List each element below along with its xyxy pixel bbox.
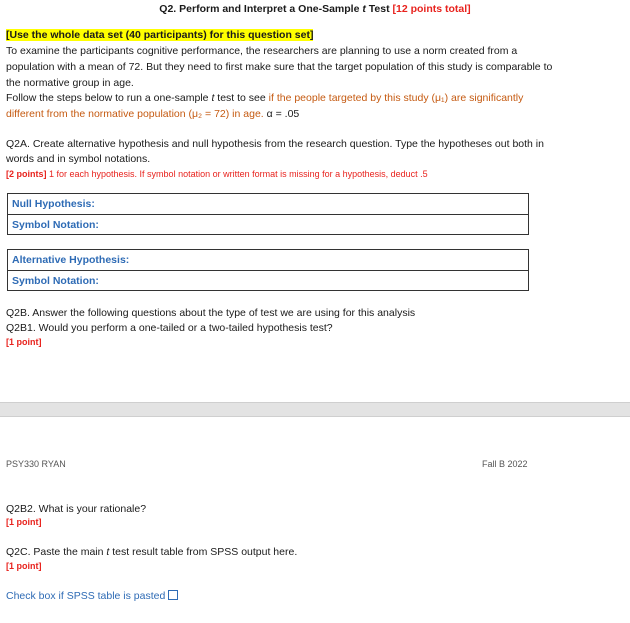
q2c-points: [1 point] — [6, 561, 42, 571]
q2b2-points: [1 point] — [6, 517, 42, 527]
intro-line-2: population with a mean of 72. But they need to first make sure that the target population of this study is comparable to — [6, 61, 553, 73]
alternative-symbol-notation-field[interactable]: Symbol Notation: — [8, 270, 528, 290]
spss-checkbox-label: Check box if SPSS table is pasted — [6, 590, 166, 602]
question-title: Q2. Perform and Interpret a One-Sample t Test [12 points total] — [159, 3, 471, 15]
page-gap — [0, 402, 630, 417]
spss-pasted-checkbox[interactable] — [168, 590, 178, 600]
q2c-question: Q2C. Paste the main t test result table from SPSS output here. — [6, 546, 298, 558]
spss-checkbox-row — [6, 590, 178, 602]
title-points: [12 points total] — [392, 3, 471, 15]
q2b2-question: Q2B2. What is your rationale? — [6, 503, 147, 515]
intro-line-5: different from the normative population (μ₂ = 72) in age. α = .05 — [6, 108, 300, 120]
instructions-highlight: [Use the whole data set (40 participants) for this question set] — [6, 29, 314, 41]
q2b1-points: [1 point] — [6, 337, 42, 347]
q2a-line-1: Q2A. Create alternative hypothesis and null hypothesis from the research question. Type the hypotheses out both in — [6, 138, 544, 150]
null-hypothesis-box — [7, 193, 529, 235]
alternative-hypothesis-field[interactable]: Alternative Hypothesis: — [12, 254, 130, 266]
null-hypothesis-field[interactable]: Null Hypothesis: — [12, 198, 95, 210]
intro-line-3: the normative group in age. — [6, 77, 134, 89]
footer-term: Fall B 2022 — [482, 459, 528, 469]
alternative-hypothesis-box — [7, 249, 529, 291]
footer-course: PSY330 RYAN — [6, 459, 66, 469]
q2a-points: [2 points] 1 for each hypothesis. If symbol notation or written format is missing for a hypothesis, deduct .5 — [6, 169, 428, 179]
intro-line-1: To examine the participants cognitive performance, the researchers are planning to use a norm created from a — [6, 45, 518, 57]
intro-line-4: Follow the steps below to run a one-sample t test to see if the people targeted by this study (μ₁) are significantly — [6, 92, 524, 104]
q2a-line-2: words and in symbol notations. — [6, 153, 151, 165]
null-symbol-notation-field[interactable]: Symbol Notation: — [8, 214, 528, 234]
q2b-line-1: Q2B. Answer the following questions about the type of test we are using for this analysis — [6, 307, 416, 319]
q2b1-question: Q2B1. Would you perform a one-tailed or a two-tailed hypothesis test? — [6, 322, 333, 334]
